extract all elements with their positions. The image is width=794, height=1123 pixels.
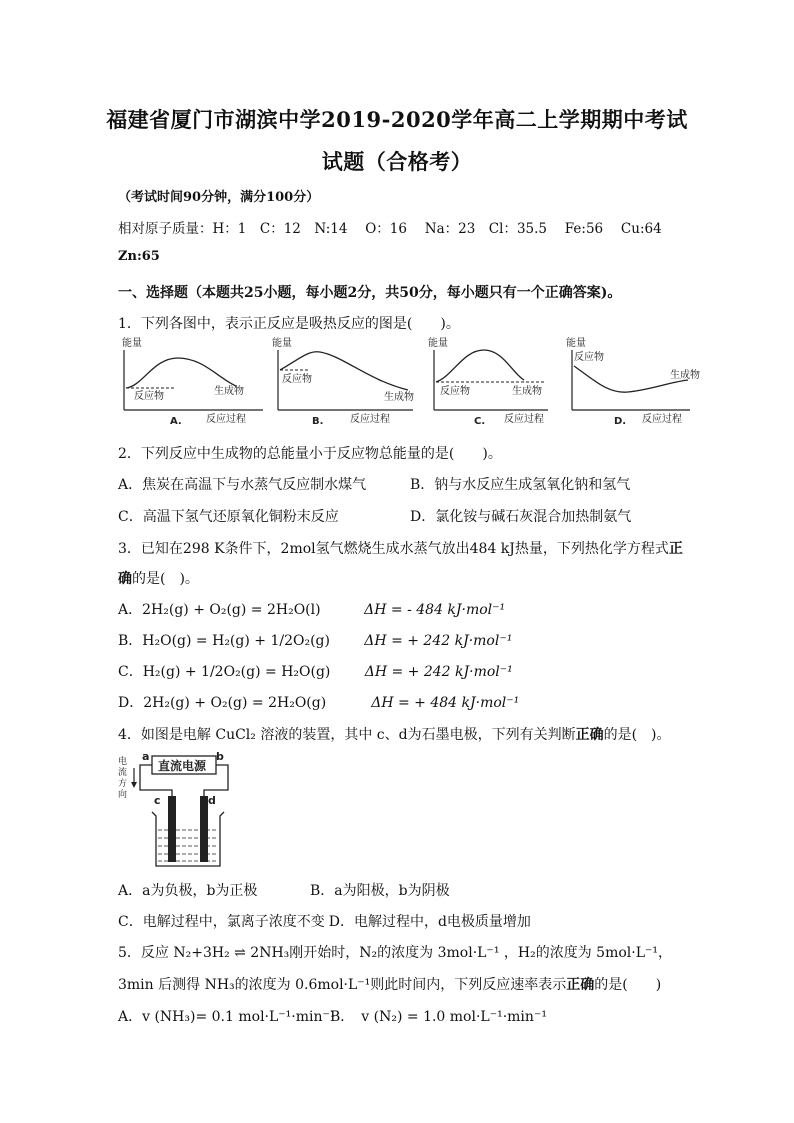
y-axis-label: 能量 (566, 338, 586, 349)
option-label: A． (118, 602, 143, 618)
electrode-c (168, 796, 176, 862)
x-axis-label: 反应过程 (350, 414, 390, 425)
x-axis-label: 反应过程 (206, 414, 246, 425)
current-direction-label-4: 向 (118, 790, 128, 800)
y-axis-label: 能量 (272, 338, 292, 349)
option-label: D． (118, 695, 144, 711)
x-axis-label: 反应过程 (504, 414, 544, 425)
q3-option-d (118, 692, 738, 712)
q1-graph-a (118, 336, 268, 428)
q5-stem-line1: 5．反应 N₂+3H₂ ⇌ 2NH₃刚开始时，N₂的浓度为 3mol·L⁻¹ ，H₂的浓度为 5mol·L⁻¹， (118, 945, 672, 961)
reactant-label: 反应物 (440, 386, 470, 397)
enthalpy: ΔH = + 242 kJ·mol⁻¹ (364, 664, 513, 680)
enthalpy: ΔH = + 484 kJ·mol⁻¹ (371, 695, 520, 711)
atomic-masses-line1: 相对原子质量：H：1 C：12 N:14 O：16 Na：23 Cl：35.5 Fe:56 Cu:64 (118, 221, 662, 237)
q2-stem: 2．下列反应中生成物的总能量小于反应物总能量的是( )。 (118, 446, 502, 462)
equation: 2H₂(g) + O₂(g) = 2H₂O(l) (142, 602, 321, 618)
exam-info: （考试时间90分钟，满分100分） (118, 190, 320, 205)
q3-stem-line2 (118, 568, 738, 588)
option-label: B． (118, 633, 143, 649)
enthalpy: ΔH = - 484 kJ·mol⁻¹ (364, 602, 506, 618)
reactant-label: 反应物 (134, 391, 164, 402)
beaker (152, 812, 224, 866)
power-supply-label: 直流电源 (158, 759, 207, 773)
electrode-c-label: c (154, 794, 161, 807)
q3-option-c (118, 661, 738, 681)
q5-stem-line2 (118, 974, 738, 994)
q4-stem (118, 724, 738, 744)
document-title-line2: 试题（合格考） (321, 149, 473, 174)
section-heading: 一、选择题（本题共25小题，每小题2分，共50分，每小题只有一个正确答案)。 (118, 285, 622, 301)
q3-stem-emphasis: 正 (668, 541, 683, 557)
q3-option-b (118, 630, 738, 650)
current-direction-label-2: 流 (118, 768, 128, 778)
q4-option-b: B．a为阳极，b为阴极 (310, 883, 450, 899)
q5-option-b: B． v (N₂) = 1.0 mol·L⁻¹·min⁻¹ (330, 1009, 547, 1025)
q1-graph-d (566, 336, 700, 428)
product-label: 生成物 (384, 392, 414, 403)
q4-option-a: A．a为负极，b为正极 (118, 883, 258, 899)
equation: H₂O(g) = H₂(g) + 1/2O₂(g) (142, 633, 330, 649)
current-direction-label-3: 方 (118, 779, 128, 789)
q2-options-row1 (118, 474, 738, 494)
graph-letter: C. (474, 416, 486, 427)
x-axis-label: 反应过程 (642, 414, 682, 425)
graph-letter: D. (614, 416, 627, 427)
q2-option-a: A．焦炭在高温下与水蒸气反应制水煤气 (118, 477, 367, 493)
q3-stem-line1 (118, 538, 738, 558)
option-label: C． (118, 664, 143, 680)
q4-options-row1 (118, 880, 738, 900)
enthalpy: ΔH = + 242 kJ·mol⁻¹ (364, 633, 513, 649)
q1-graph-b (268, 336, 418, 428)
q3-stem-emphasis2: 确 (118, 571, 132, 587)
q1-stem: 1．下列各图中，表示正反应是吸热反应的图是( )。 (118, 316, 460, 332)
q4-option-d: D．电解过程中，d电极质量增加 (328, 914, 531, 930)
q1-graph-c (428, 336, 558, 428)
reactant-label: 反应物 (574, 352, 604, 363)
q2-option-d: D．氯化铵与碱石灰混合加热制氨气 (410, 509, 632, 525)
q5-options-row1 (118, 1006, 738, 1026)
q5-option-a: A．v (NH₃)= 0.1 mol·L⁻¹·min⁻¹ (118, 1009, 336, 1025)
y-axis-label: 能量 (122, 338, 142, 349)
atomic-masses-line2: Zn:65 (118, 249, 160, 264)
q2-option-c: C．高温下氢气还原氧化铜粉末反应 (118, 509, 339, 525)
current-direction-label-1: 电 (118, 757, 128, 767)
y-axis-label: 能量 (428, 338, 448, 349)
q3-stem-text: 3．已知在298 K条件下，2mol氢气燃烧生成水蒸气放出484 kJ热量，下列热化学方程式 (118, 541, 669, 557)
equation: H₂(g) + 1/2O₂(g) = H₂O(g) (142, 664, 331, 680)
q3-stem-text2: 的是( )。 (132, 571, 199, 587)
product-label: 生成物 (512, 386, 542, 397)
document-title-line1: 福建省厦门市湖滨中学2019-2020学年高二上学期期中考试 (106, 107, 688, 132)
q3-option-a (118, 599, 738, 619)
product-label: 生成物 (670, 370, 700, 381)
q4-stem-text: 4．如图是电解 CuCl₂ 溶液的装置，其中 c、d为石墨电极，下列有关判断 (118, 727, 576, 743)
graph-letter: A. (170, 416, 182, 427)
product-label: 生成物 (214, 386, 244, 397)
q2-options-row2 (118, 506, 738, 526)
q4-options-row2 (118, 911, 738, 931)
terminal-b: b (216, 750, 224, 763)
q4-stem-text2: 的是( )。 (603, 727, 671, 743)
electrolysis-apparatus (116, 750, 246, 872)
equation: 2H₂(g) + O₂(g) = 2H₂O(g) (143, 695, 327, 711)
terminal-a: a (142, 750, 150, 763)
q4-option-c: C．电解过程中，氯离子浓度不变 (118, 914, 325, 930)
electrode-d-label: d (208, 794, 216, 807)
q5-stem-text: 3min 后测得 NH₃的浓度为 0.6mol·L⁻¹则此时间内，下列反应速率表示 (118, 977, 567, 993)
graph-letter: B. (312, 416, 324, 427)
q5-stem-text2: 的是( ) (594, 977, 662, 993)
q4-stem-emphasis: 正确 (575, 727, 604, 743)
electrode-d (200, 796, 208, 862)
q5-stem-emphasis: 正确 (566, 977, 595, 993)
q2-option-b: B．钠与水反应生成氢氧化钠和氢气 (410, 477, 631, 493)
reactant-label: 反应物 (282, 374, 312, 385)
